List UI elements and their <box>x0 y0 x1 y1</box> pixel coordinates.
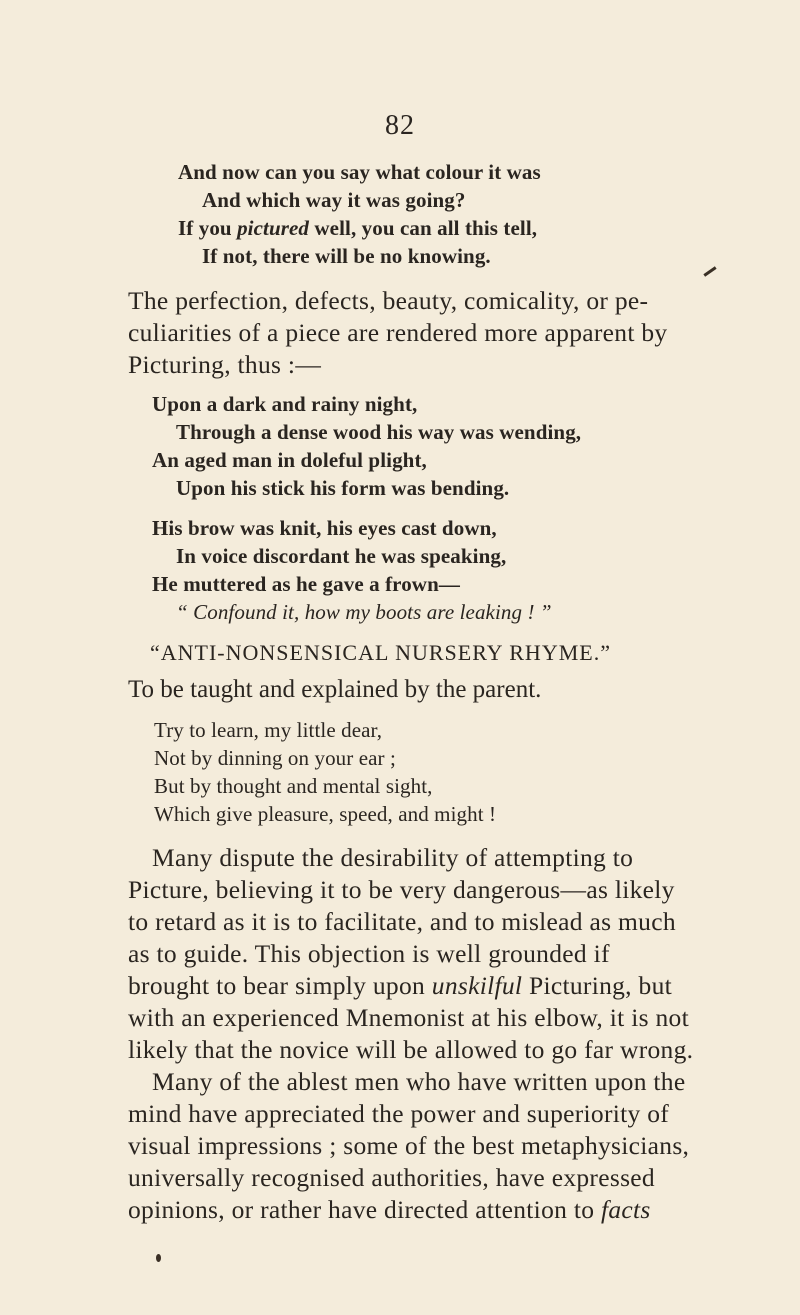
verse-line: And which way it was going? <box>202 188 466 212</box>
paragraph-line: mind have appreciated the power and superiority of <box>128 1099 670 1128</box>
paragraph-line: as to guide. This objection is well grounded if <box>128 939 610 968</box>
paragraph-line: Many dispute the desirability of attempting to <box>152 843 634 872</box>
paragraph-line: visual impressions ; some of the best metaphysicians, <box>128 1131 690 1160</box>
ink-speck <box>156 1254 161 1262</box>
rhyme-title: “ANTI-NONSENSICAL NURSERY RHYME.” <box>150 640 611 665</box>
rhyme-subtitle: To be taught and explained by the parent. <box>128 676 542 703</box>
verse-line: Which give pleasure, speed, and might ! <box>154 802 497 826</box>
verse-line: But by thought and mental sight, <box>154 774 433 798</box>
paragraph-line: with an experienced Mnemonist at his elbow, it is not <box>128 1003 689 1032</box>
verse-line: And now can you say what colour it was <box>178 160 541 184</box>
page-number: 82 <box>385 110 415 141</box>
paragraph-line: Many of the ablest men who have written upon the <box>152 1067 686 1096</box>
verse-line: Not by dinning on your ear ; <box>154 746 396 770</box>
paragraph-line: culiarities of a piece are rendered more apparent by <box>128 318 668 347</box>
verse-line: Through a dense wood his way was wending, <box>176 420 582 444</box>
paragraph-line: brought to bear simply upon unskilful Picturing, but <box>128 971 673 1000</box>
paragraph-line: opinions, or rather have directed attention to facts <box>128 1195 651 1224</box>
paragraph-line: to retard as it is to facilitate, and to mislead as much <box>128 907 676 936</box>
paragraph-line: likely that the novice will be allowed to go far wrong. <box>128 1035 694 1064</box>
verse-line: He muttered as he gave a frown— <box>152 572 460 596</box>
verse-line: Upon a dark and rainy night, <box>152 392 418 416</box>
ink-mark <box>703 266 716 276</box>
verse-line: “ Confound it, how my boots are leaking ! ” <box>176 600 552 624</box>
paragraph-line: The perfection, defects, beauty, comicality, or pe- <box>128 286 649 315</box>
paragraph-line: Picture, believing it to be very dangerous—as likely <box>128 875 675 904</box>
paragraph-line: universally recognised authorities, have expressed <box>128 1163 655 1192</box>
paragraph-line: Picturing, thus :— <box>128 350 322 379</box>
verse-line: If not, there will be no knowing. <box>202 244 491 268</box>
verse-line: If you pictured well, you can all this tell, <box>178 216 538 240</box>
verse-line: His brow was knit, his eyes cast down, <box>152 516 497 540</box>
verse-line: Try to learn, my little dear, <box>154 718 383 742</box>
verse-line: In voice discordant he was speaking, <box>176 544 507 568</box>
verse-line: An aged man in doleful plight, <box>152 448 427 472</box>
verse-line: Upon his stick his form was bending. <box>176 476 510 500</box>
